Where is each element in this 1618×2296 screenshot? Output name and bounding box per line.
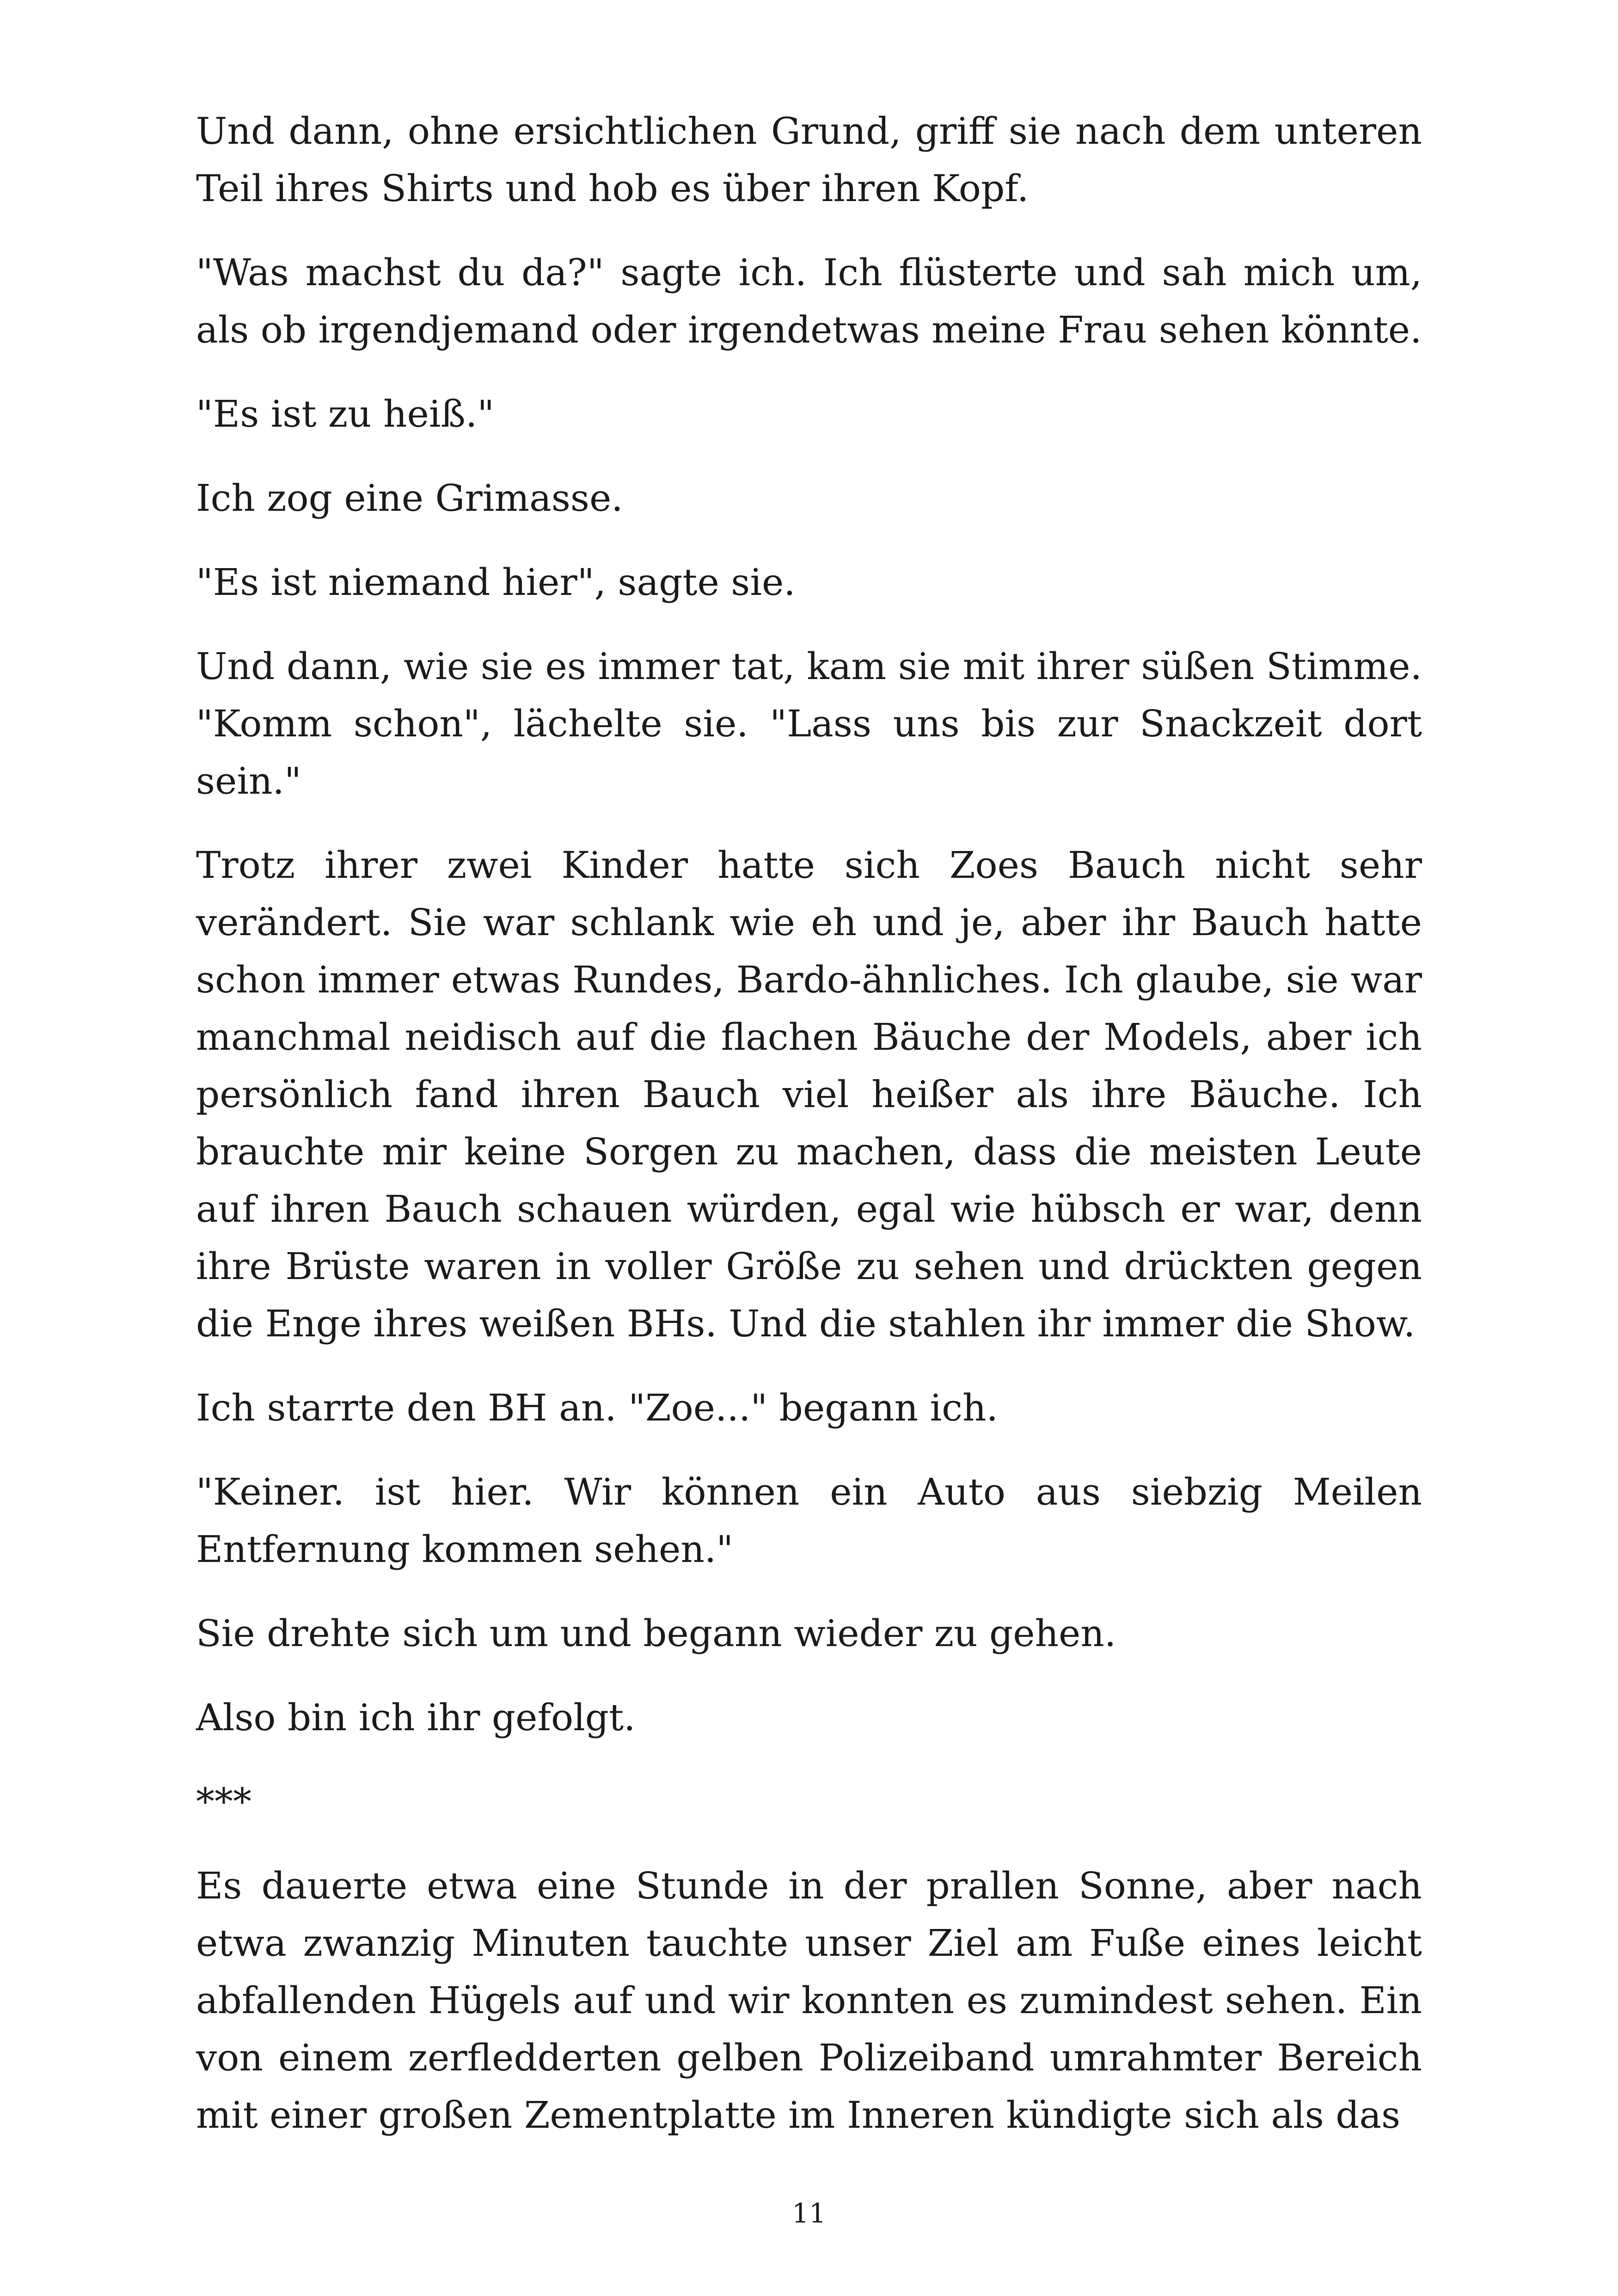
paragraph-11: Also bin ich ihr gefolgt. [196,1696,636,1739]
paragraph-6: Und dann, wie sie es immer tat, kam sie mit ihrer süßen Stimme. "Komm schon", lächelte sie. "Lass uns bis zur Snackzeit dort sein." [196,645,1422,802]
paragraph-7: Trotz ihrer zwei Kinder hatte sich Zoes Bauch nicht sehr verändert. Sie war schlank wie eh und je, aber ihr Bauch hatte schon immer etwas Rundes, Bardo-ähnliches. Ich glaube, sie war manchmal neidisch auf die flachen Bäuche der Models, aber ich persönlich fand ihren Bauch viel heißer als ihre Bäuche. Ich brauchte mir keine Sorgen zu machen, dass die meisten Leute auf ihren Bauch schauen würden, egal wie hübsch er war, denn ihre Brüste waren in voller Größe zu sehen und drückten gegen die Enge ihres weißen BHs. Und die stahlen ihr immer die Show. [196,844,1422,1345]
paragraph-9: "Keiner. ist hier. Wir können ein Auto aus siebzig Meilen Entfernung kommen sehen." [196,1470,1422,1571]
paragraph-10: Sie drehte sich um und begann wieder zu gehen. [196,1612,1116,1655]
paragraph-3: "Es ist zu heiß." [196,392,495,435]
paragraph-4: Ich zog eine Grimasse. [196,477,623,520]
paragraph-5: "Es ist niemand hier", sagte sie. [196,561,796,604]
paragraph-2: "Was machst du da?" sagte ich. Ich flüsterte und sah mich um, als ob irgendjemand oder irgendetwas meine Frau sehen könnte. [196,251,1422,351]
paragraph-8: Ich starrte den BH an. "Zoe..." begann ich. [196,1386,998,1429]
section-break: *** [196,1780,251,1823]
page-body [196,103,1422,2144]
page-number: 11 [792,2198,826,2229]
paragraph-1: Und dann, ohne ersichtlichen Grund, griff sie nach dem unteren Teil ihres Shirts und hob es über ihren Kopf. [196,110,1422,210]
paragraph-12: Es dauerte etwa eine Stunde in der prallen Sonne, aber nach etwa zwanzig Minuten tauchte unser Ziel am Fuße eines leicht abfallenden Hügels auf und wir konnten es zumindest sehen. Ein von einem zerfledderten gelben Polizeiband umrahmter Bereich mit einer großen Zementplatte im Inneren kündigte sich als das [196,1864,1422,2137]
